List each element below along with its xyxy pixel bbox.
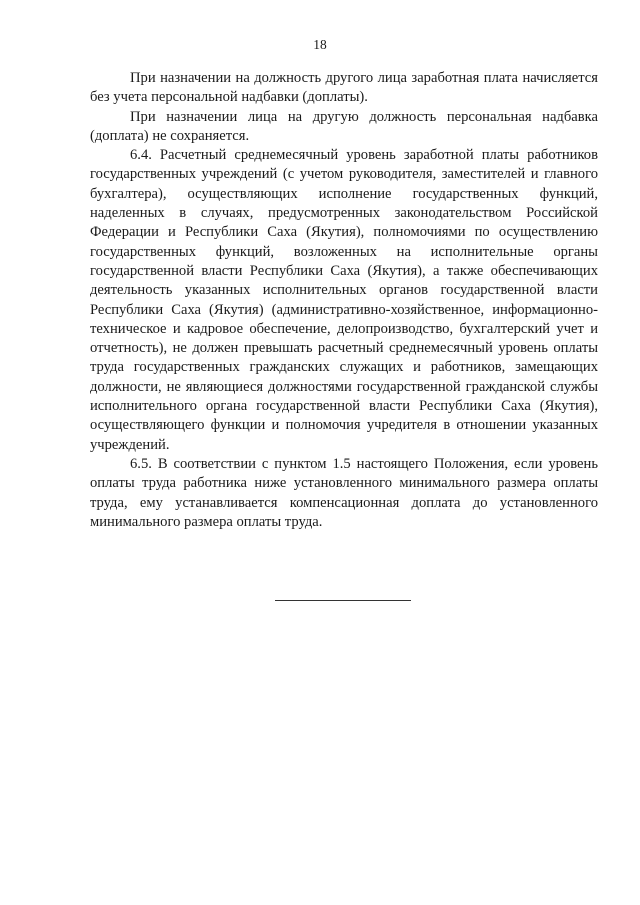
page-number: 18 xyxy=(313,37,327,52)
paragraph-section-6-4: 6.4. Расчетный среднемесячный уровень заработной платы работников государственных учреждений (с учетом руководителя, заместителей и главного бухгалтера), осуществляющих исполнение государственных функций, наделенных в случаях, предусмотренных законодательством Российской Федерации и Республики Саха (Якутия), полномочиями по осуществлению государственных функций, возложенных на исполнительные органы государственной власти Республики Саха (Якутия), а также обеспечивающих деятельность указанных исполнительных органов государственной власти Республики Саха (Якутия) (административно-хозяйственное, информационно-техническое и кадровое обеспечение, делопроизводство, бухгалтерский учет и отчетность), не должен превышать расчетный среднемесячный уровень оплаты труда государственных гражданских служащих и работников, замещающих должности, не являющиеся должностями государственной гражданской службы исполнительного органа государственной власти Республики Саха (Якутия), осуществляющего функции и полномочия учредителя в отношении указанных учреждений. xyxy=(90,147,598,453)
paragraph-personal-allowance-not-retained: При назначении лица на другую должность персональная надбавка (доплата) не сохраняется. xyxy=(90,108,598,144)
end-of-text-divider xyxy=(275,600,411,601)
paragraph-personal-allowance-other-person: При назначении на должность другого лица заработная плата начисляется без учета персональной надбавки (доплаты). xyxy=(90,70,598,106)
paragraph-section-6-5: 6.5. В соответствии с пунктом 1.5 настоящего Положения, если уровень оплаты труда работника ниже установленного минимального размера оплаты труда, ему устанавливается компенсационная доплата до установленного минимального размера оплаты труда. xyxy=(90,455,598,530)
document-body xyxy=(90,69,598,532)
